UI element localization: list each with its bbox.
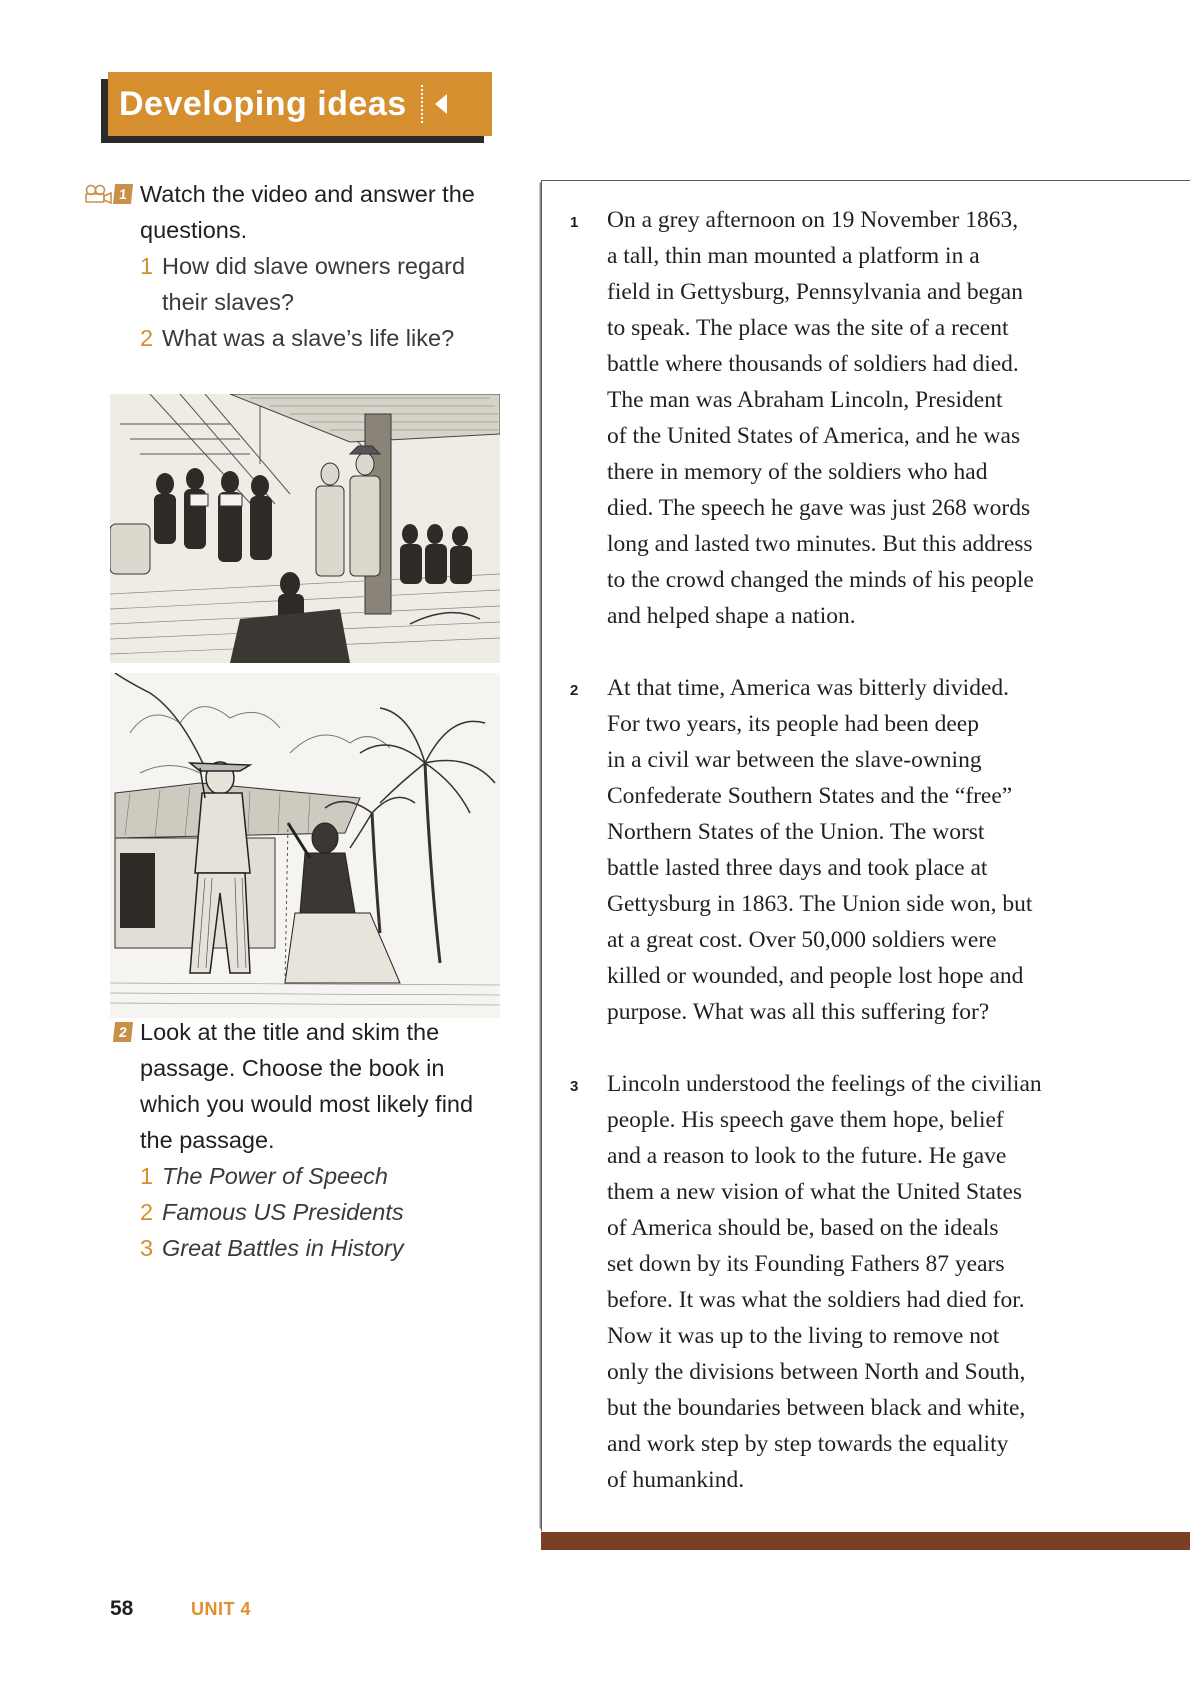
- paragraph-number: 3: [570, 1078, 579, 1095]
- passage-paragraph: [570, 202, 1090, 634]
- question-number: 2: [140, 325, 154, 351]
- whipping-scene-engraving: [110, 673, 500, 1018]
- exercise-2: [76, 1014, 506, 1266]
- option-number: 1: [140, 1163, 154, 1189]
- header-banner: [108, 72, 492, 136]
- passage-paragraph: [570, 1066, 1090, 1498]
- option-item: [140, 1158, 506, 1194]
- question-item: [140, 320, 506, 356]
- exercise-number-badge: 1: [113, 184, 133, 204]
- option-item: [140, 1230, 506, 1266]
- question-text: What was a slave’s life like?: [162, 325, 455, 351]
- unit-label: UNIT 4: [191, 1599, 252, 1619]
- option-text: The Power of Speech: [162, 1163, 388, 1189]
- paragraph-text: On a grey afternoon on 19 November 1863, a tall, thin man mounted a platform in a field in Gettysburg, Pennsylvania and began to speak. The place was the site of a recent battle where thousands of soldiers had died. The man was Abraham Lincoln, President of the United States of America, and he was there in memory of the soldiers who had died. The speech he gave was just 268 words long and lasted two minutes. But this address to the crowd changed the minds of his people and helped shape a nation.: [607, 207, 1034, 629]
- question-text: How did slave owners regard their slaves?: [162, 253, 466, 315]
- question-number: 1: [140, 253, 154, 279]
- paragraph-text: At that time, America was bitterly divided. For two years, its people had been deep in a civil war between the slave-owning Confederate Southern States and the “free” Northern States of the Union. The worst battle lasted three days and took place at Gettysburg in 1863. The Union side won, but at a great cost. Over 50,000 soldiers were killed or wounded, and people lost hope and purpose. What was all this suffering for?: [607, 675, 1033, 1025]
- option-number: 3: [140, 1235, 154, 1261]
- option-text: Famous US Presidents: [162, 1199, 404, 1225]
- paragraph-number: 1: [570, 214, 579, 231]
- banner-divider: [421, 85, 423, 123]
- exercise-2-instruction: Look at the title and skim the passage. Choose the book in which you would most likely find the passage.: [140, 1019, 474, 1153]
- question-item: [140, 248, 506, 320]
- page-number: 58: [110, 1597, 134, 1620]
- option-number: 2: [140, 1199, 154, 1225]
- exercise-1: [76, 176, 506, 356]
- paragraph-text: Lincoln understood the feelings of the civilian people. His speech gave them hope, belief and a reason to look to the future. He gave them a new vision of what the United States of America should be, based on the ideals set down by its Founding Fathers 87 years before. It was what the soldiers had died for. Now it was up to the living to remove not only the divisions between North and South, but the boundaries between black and white, and work step by step towards the equality of humankind.: [607, 1071, 1042, 1493]
- exercise-1-instruction: Watch the video and answer the questions.: [140, 181, 475, 243]
- option-item: [140, 1194, 506, 1230]
- exercise-number-badge: 2: [113, 1022, 133, 1042]
- video-icon: [84, 184, 112, 204]
- section-title: Developing ideas: [119, 84, 407, 123]
- arrow-left-icon: [435, 94, 447, 114]
- passage-paragraph: [570, 670, 1090, 1030]
- option-text: Great Battles in History: [162, 1235, 404, 1261]
- slave-ship-engraving: [110, 394, 500, 663]
- paragraph-number: 2: [570, 682, 579, 699]
- passage-bottom-bar: [541, 1532, 1190, 1550]
